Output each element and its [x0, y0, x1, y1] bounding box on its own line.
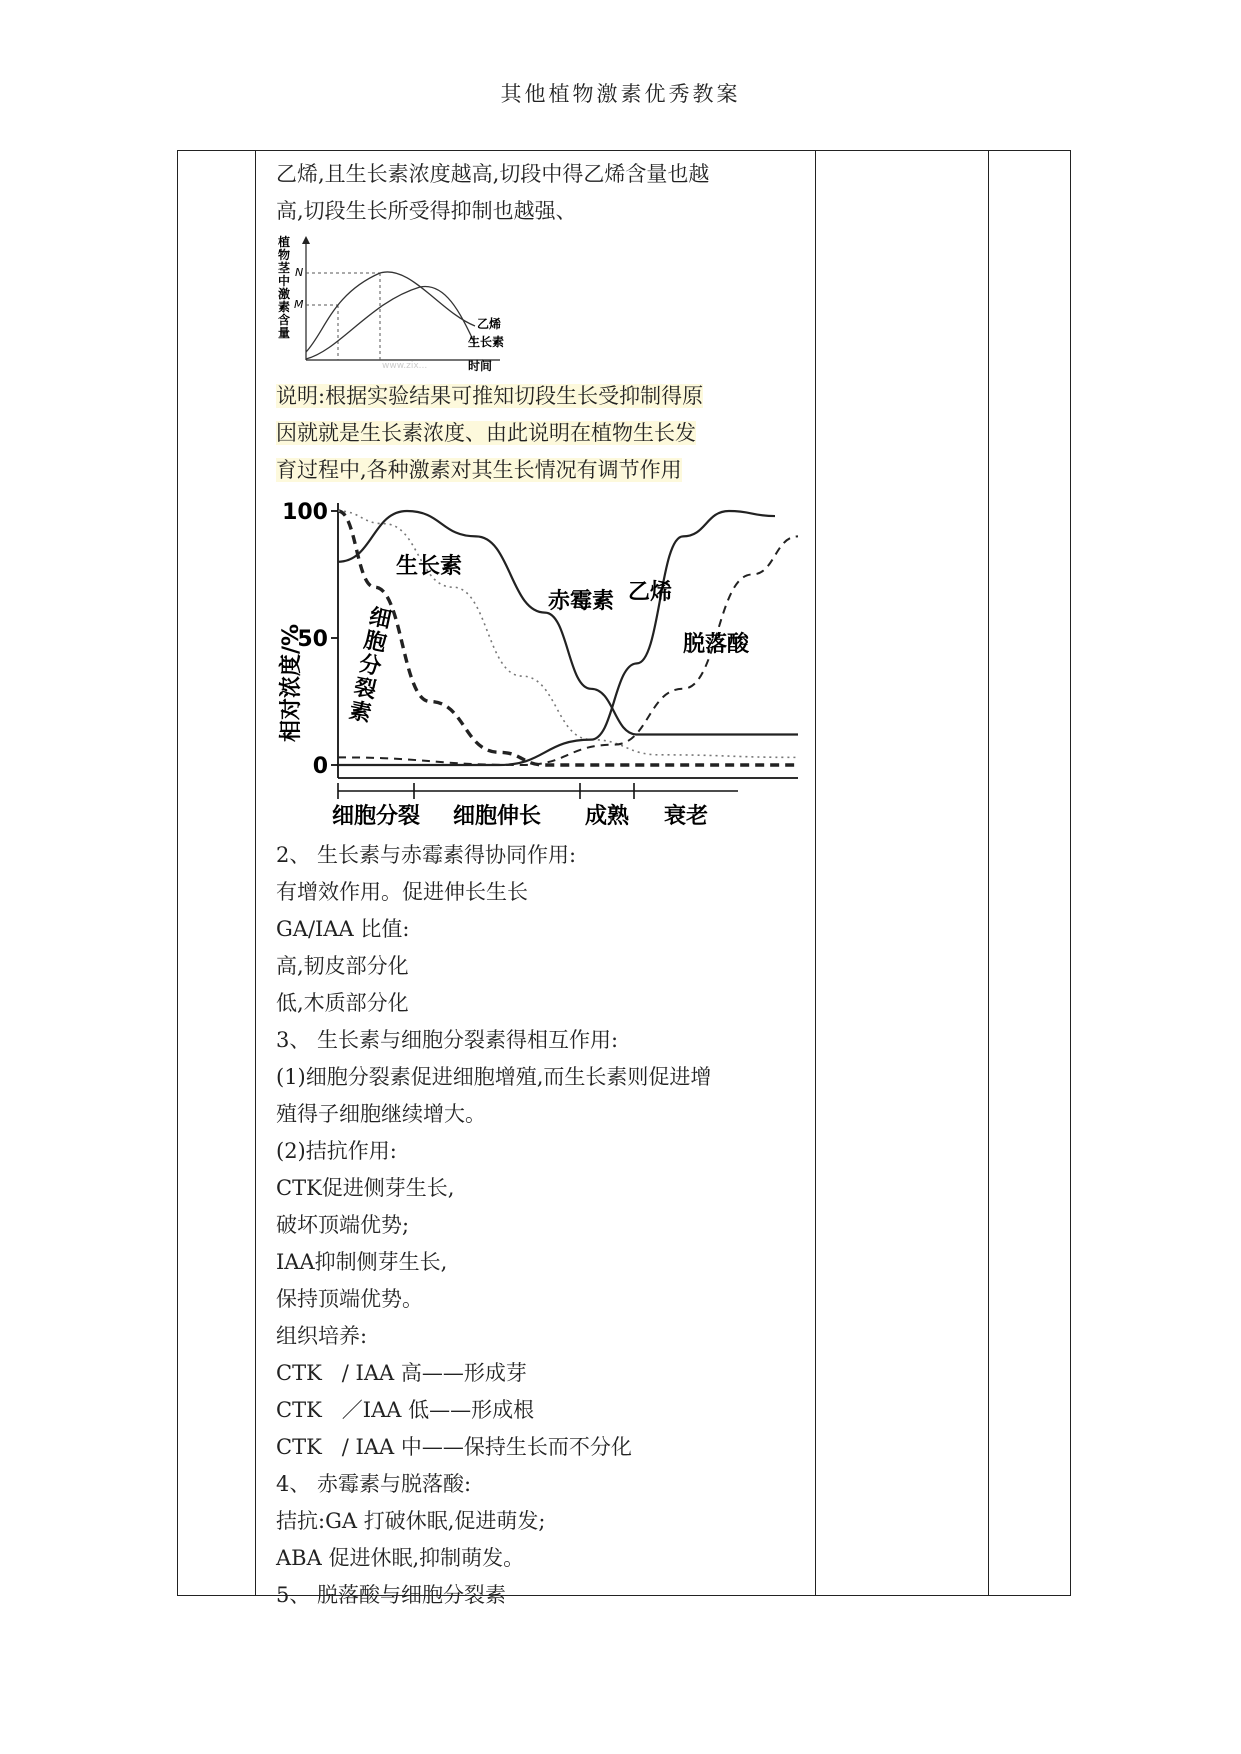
- body-line: IAA抑制侧芽生长,: [276, 1250, 448, 1274]
- y-tick-label: 0: [312, 754, 328, 779]
- body-line: 高,韧皮部分化: [276, 954, 409, 978]
- series-label-cytokinin: 细胞分裂素: [346, 604, 394, 728]
- note-line: 育过程中,各种激素对其生长情况有调节作用: [276, 458, 682, 482]
- body-line: 低,木质部分化: [276, 991, 409, 1015]
- y-axis-label: 植物茎中激素含量: [278, 235, 291, 340]
- y-tick-label: M: [294, 298, 304, 311]
- body-line: 有增效作用。促进伸长生长: [276, 880, 528, 904]
- y-axis-label: 相对浓度/%: [279, 623, 304, 743]
- note-line: 因就就是生长素浓度、由此说明在植物生长发: [276, 421, 696, 445]
- phase-arrows: [338, 783, 738, 799]
- y-tick-label: N: [295, 266, 304, 279]
- series-ethylene-line: [306, 286, 475, 359]
- body-line: 拮抗:GA 打破休眠,促进萌发;: [276, 1509, 546, 1533]
- watermark: www.zix...: [382, 361, 428, 371]
- body-line: (1)细胞分裂素促进细胞增殖,而生长素则促进增: [276, 1065, 712, 1089]
- paragraph-line: 乙烯,且生长素浓度越高,切段中得乙烯含量也越: [276, 162, 710, 186]
- body-line: ABA 促进休眠,抑制萌发。: [276, 1546, 525, 1570]
- series-label-auxin: 生长素: [396, 554, 463, 579]
- body-line: CTK / IAA 高——形成芽: [276, 1361, 527, 1385]
- phase-label: 细胞伸长: [452, 804, 542, 829]
- content-column: [276, 156, 816, 1614]
- series-label-abscisic-acid: 脱落酸: [683, 632, 750, 657]
- body-line: 组织培养:: [276, 1324, 368, 1348]
- body-line: (2)拮抗作用:: [276, 1139, 397, 1163]
- phase-label: 成熟: [584, 804, 630, 829]
- body-line: 4、 赤霉素与脱落酸:: [276, 1472, 472, 1496]
- body-line: CTK ／IAA 低——形成根: [276, 1398, 535, 1422]
- note-line: 说明:根据实验结果可推知切段生长受抑制得原: [276, 384, 704, 408]
- body-line: CTK / IAA 中——保持生长而不分化: [276, 1435, 632, 1459]
- series-label-gibberellin: 赤霉素: [548, 589, 615, 614]
- series-label-ethylene: 乙烯: [628, 580, 673, 605]
- body-line: GA/IAA 比值:: [276, 917, 410, 941]
- body-line: 破坏顶端优势;: [276, 1213, 410, 1237]
- body-line: 5、 脱落酸与细胞分裂素: [276, 1583, 507, 1607]
- body-line: CTK促进侧芽生长,: [276, 1176, 455, 1200]
- x-axis-label: 时间: [468, 359, 493, 372]
- body-line: 3、 生长素与细胞分裂素得相互作用:: [276, 1028, 619, 1052]
- y-axis-arrow: [302, 236, 310, 244]
- page-title: 其他植物激素优秀教案: [500, 82, 741, 106]
- series-auxin-line: [306, 272, 475, 352]
- series-label: 生长素: [468, 335, 505, 349]
- ethylene-auxin-chart: [270, 232, 510, 372]
- phase-label: 衰老: [663, 804, 709, 829]
- paragraph-line: 高,切段生长所受得抑制也越强、: [276, 199, 577, 223]
- table-divider: [988, 151, 989, 1595]
- y-tick-label: 100: [282, 500, 328, 525]
- body-line: 殖得子细胞继续增大。: [276, 1102, 486, 1126]
- table-divider: [255, 151, 256, 1595]
- y-tick-label: 50: [297, 627, 328, 652]
- body-line: 2、 生长素与赤霉素得协同作用:: [276, 843, 577, 867]
- phase-label: 细胞分裂: [331, 804, 421, 829]
- series-auxin-line: [338, 511, 798, 735]
- hormone-concentration-chart: [268, 493, 808, 833]
- body-line: 保持顶端优势。: [276, 1287, 423, 1311]
- series-label: 乙烯: [477, 317, 502, 331]
